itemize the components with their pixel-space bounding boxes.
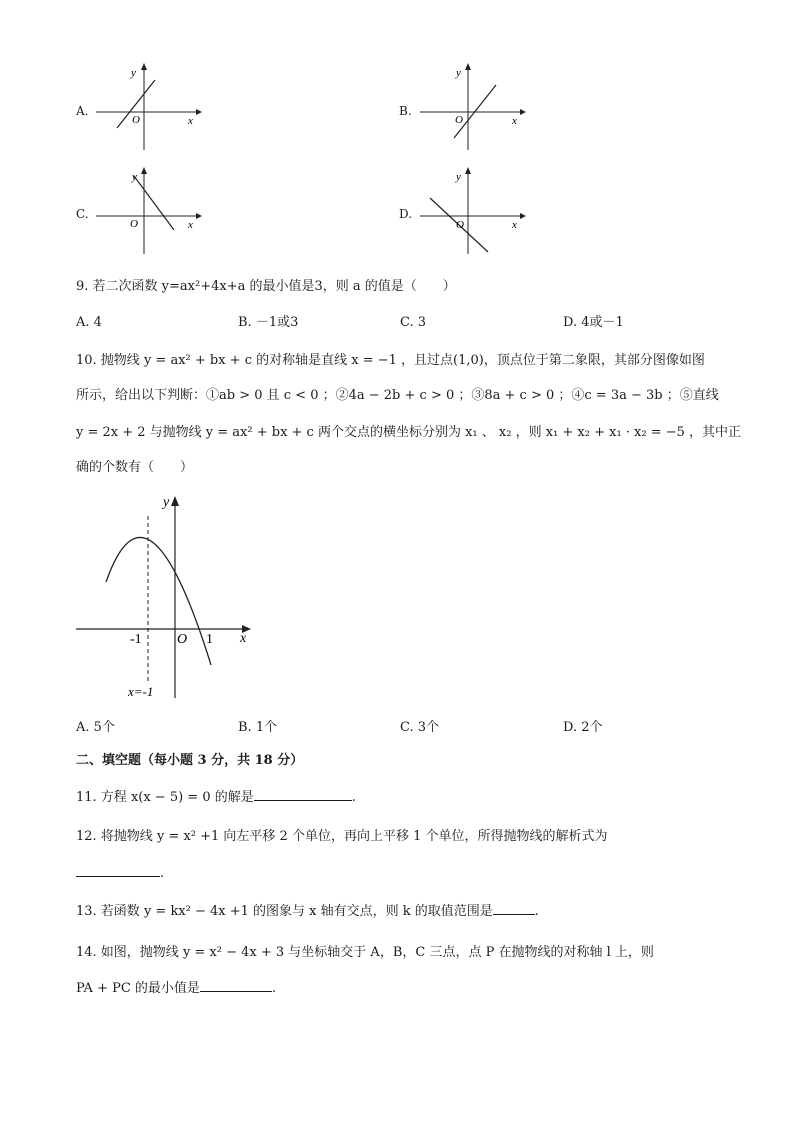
q11-answer-blank[interactable] [254, 788, 352, 801]
y-label: y [131, 67, 136, 79]
x-axis-arrow [520, 213, 526, 219]
origin-label: O [455, 114, 463, 126]
q14-row-2 [76, 979, 276, 998]
q9-option-b: B. －1或3 [238, 315, 299, 330]
y-axis-arrow [171, 496, 179, 506]
option-label-d: D. [399, 207, 413, 221]
graph-option-b [416, 60, 526, 152]
option-label-c: C. [76, 207, 89, 221]
q14-line-1: 14. 如图，抛物线 y = x² − 4x + 3 与坐标轴交于 A，B，C 三点，点 P 在抛物线的对称轴 l 上，则 [76, 945, 654, 960]
q10-option-a: A. 5个 [76, 720, 115, 735]
origin-label: O [177, 632, 188, 647]
q9-option-a: A. 4 [76, 315, 102, 330]
y-axis-arrow [141, 167, 147, 174]
q9-option-c: C. 3 [400, 315, 427, 330]
q12-answer-blank[interactable] [76, 864, 160, 877]
parabola-curve [106, 537, 211, 665]
q14-answer-blank[interactable] [200, 979, 272, 992]
tick-1: 1 [206, 632, 213, 647]
y-axis-arrow [465, 167, 471, 174]
q9-option-d: D. 4或－1 [563, 315, 624, 330]
graph-option-a [92, 60, 202, 152]
q12-line-1: 12. 将抛物线 y = x² +1 向左平移 2 个单位，再向上平移 1 个单位，所得抛物线的解析式为 [76, 829, 608, 844]
q10-option-b: B. 1个 [238, 720, 278, 735]
q10-line-4: 确的个数有（ ） [76, 460, 194, 475]
symmetry-axis-label: x=-1 [128, 684, 154, 699]
x-axis-arrow [196, 109, 202, 115]
q10-line-3: y = 2x + 2 与抛物线 y = ax² + bx + c 两个交点的横坐标分别为 x₁ 、 x₂ ，则 x₁ + x₂ + x₁ · x₂ = −5 ，其中正 [76, 425, 742, 440]
y-label: y [163, 495, 170, 510]
q13-text: 13. 若函数 y = kx² − 4x +1 的图象与 x 轴有交点，则 k 的取值范围是 [76, 904, 493, 919]
x-label: x [512, 219, 517, 231]
graph-line [134, 176, 174, 230]
graph-option-d [416, 164, 526, 256]
q12-period: . [160, 866, 165, 881]
x-axis-arrow [196, 213, 202, 219]
q10-line-1: 10. 抛物线 y = ax² + bx + c 的对称轴是直线 x = −1 ，且过点(1,0)，顶点位于第二象限，其部分图像如图 [76, 353, 705, 368]
option-label-b: B. [399, 104, 412, 118]
q10-option-d: D. 2个 [563, 720, 603, 735]
y-label: y [132, 171, 137, 183]
option-label-a: A. [76, 104, 89, 118]
graph-option-c [92, 164, 202, 256]
q13-row [76, 902, 539, 921]
y-label: y [456, 67, 461, 79]
origin-label: O [130, 218, 138, 230]
y-axis-arrow [141, 63, 147, 70]
x-label: x [240, 631, 247, 646]
x-label: x [188, 219, 193, 231]
q14-text: PA + PC 的最小值是 [76, 981, 200, 996]
origin-label: O [132, 114, 140, 126]
q12-row-2 [76, 864, 164, 883]
section-2-title: 二、填空题（每小题 3 分，共 18 分） [76, 753, 304, 768]
q13-period: . [534, 904, 539, 919]
q9-stem: 9. 若二次函数 y=ax²+4x+a 的最小值是3，则 a 的值是（ ） [76, 279, 456, 294]
x-label: x [188, 115, 193, 127]
x-label: x [512, 115, 517, 127]
q10-parabola-graph [72, 490, 257, 702]
origin-label: O [456, 219, 464, 231]
x-axis-arrow [520, 109, 526, 115]
q14-period: . [271, 981, 277, 996]
q11-text: 11. 方程 x(x − 5) = 0 的解是 [76, 790, 254, 805]
q11-period: . [351, 790, 356, 805]
y-axis-arrow [465, 63, 471, 70]
y-label: y [456, 171, 461, 183]
q10-option-c: C. 3个 [400, 720, 440, 735]
tick-neg1: -1 [130, 632, 142, 647]
q13-answer-blank[interactable] [493, 902, 535, 915]
q10-line-2: 所示，给出以下判断：①ab > 0 且 c < 0 ；②4a − 2b + c > 0 ；③8a + c > 0 ；④c = 3a − 3b ；⑤直线 [76, 388, 719, 403]
q11-row [76, 788, 356, 807]
